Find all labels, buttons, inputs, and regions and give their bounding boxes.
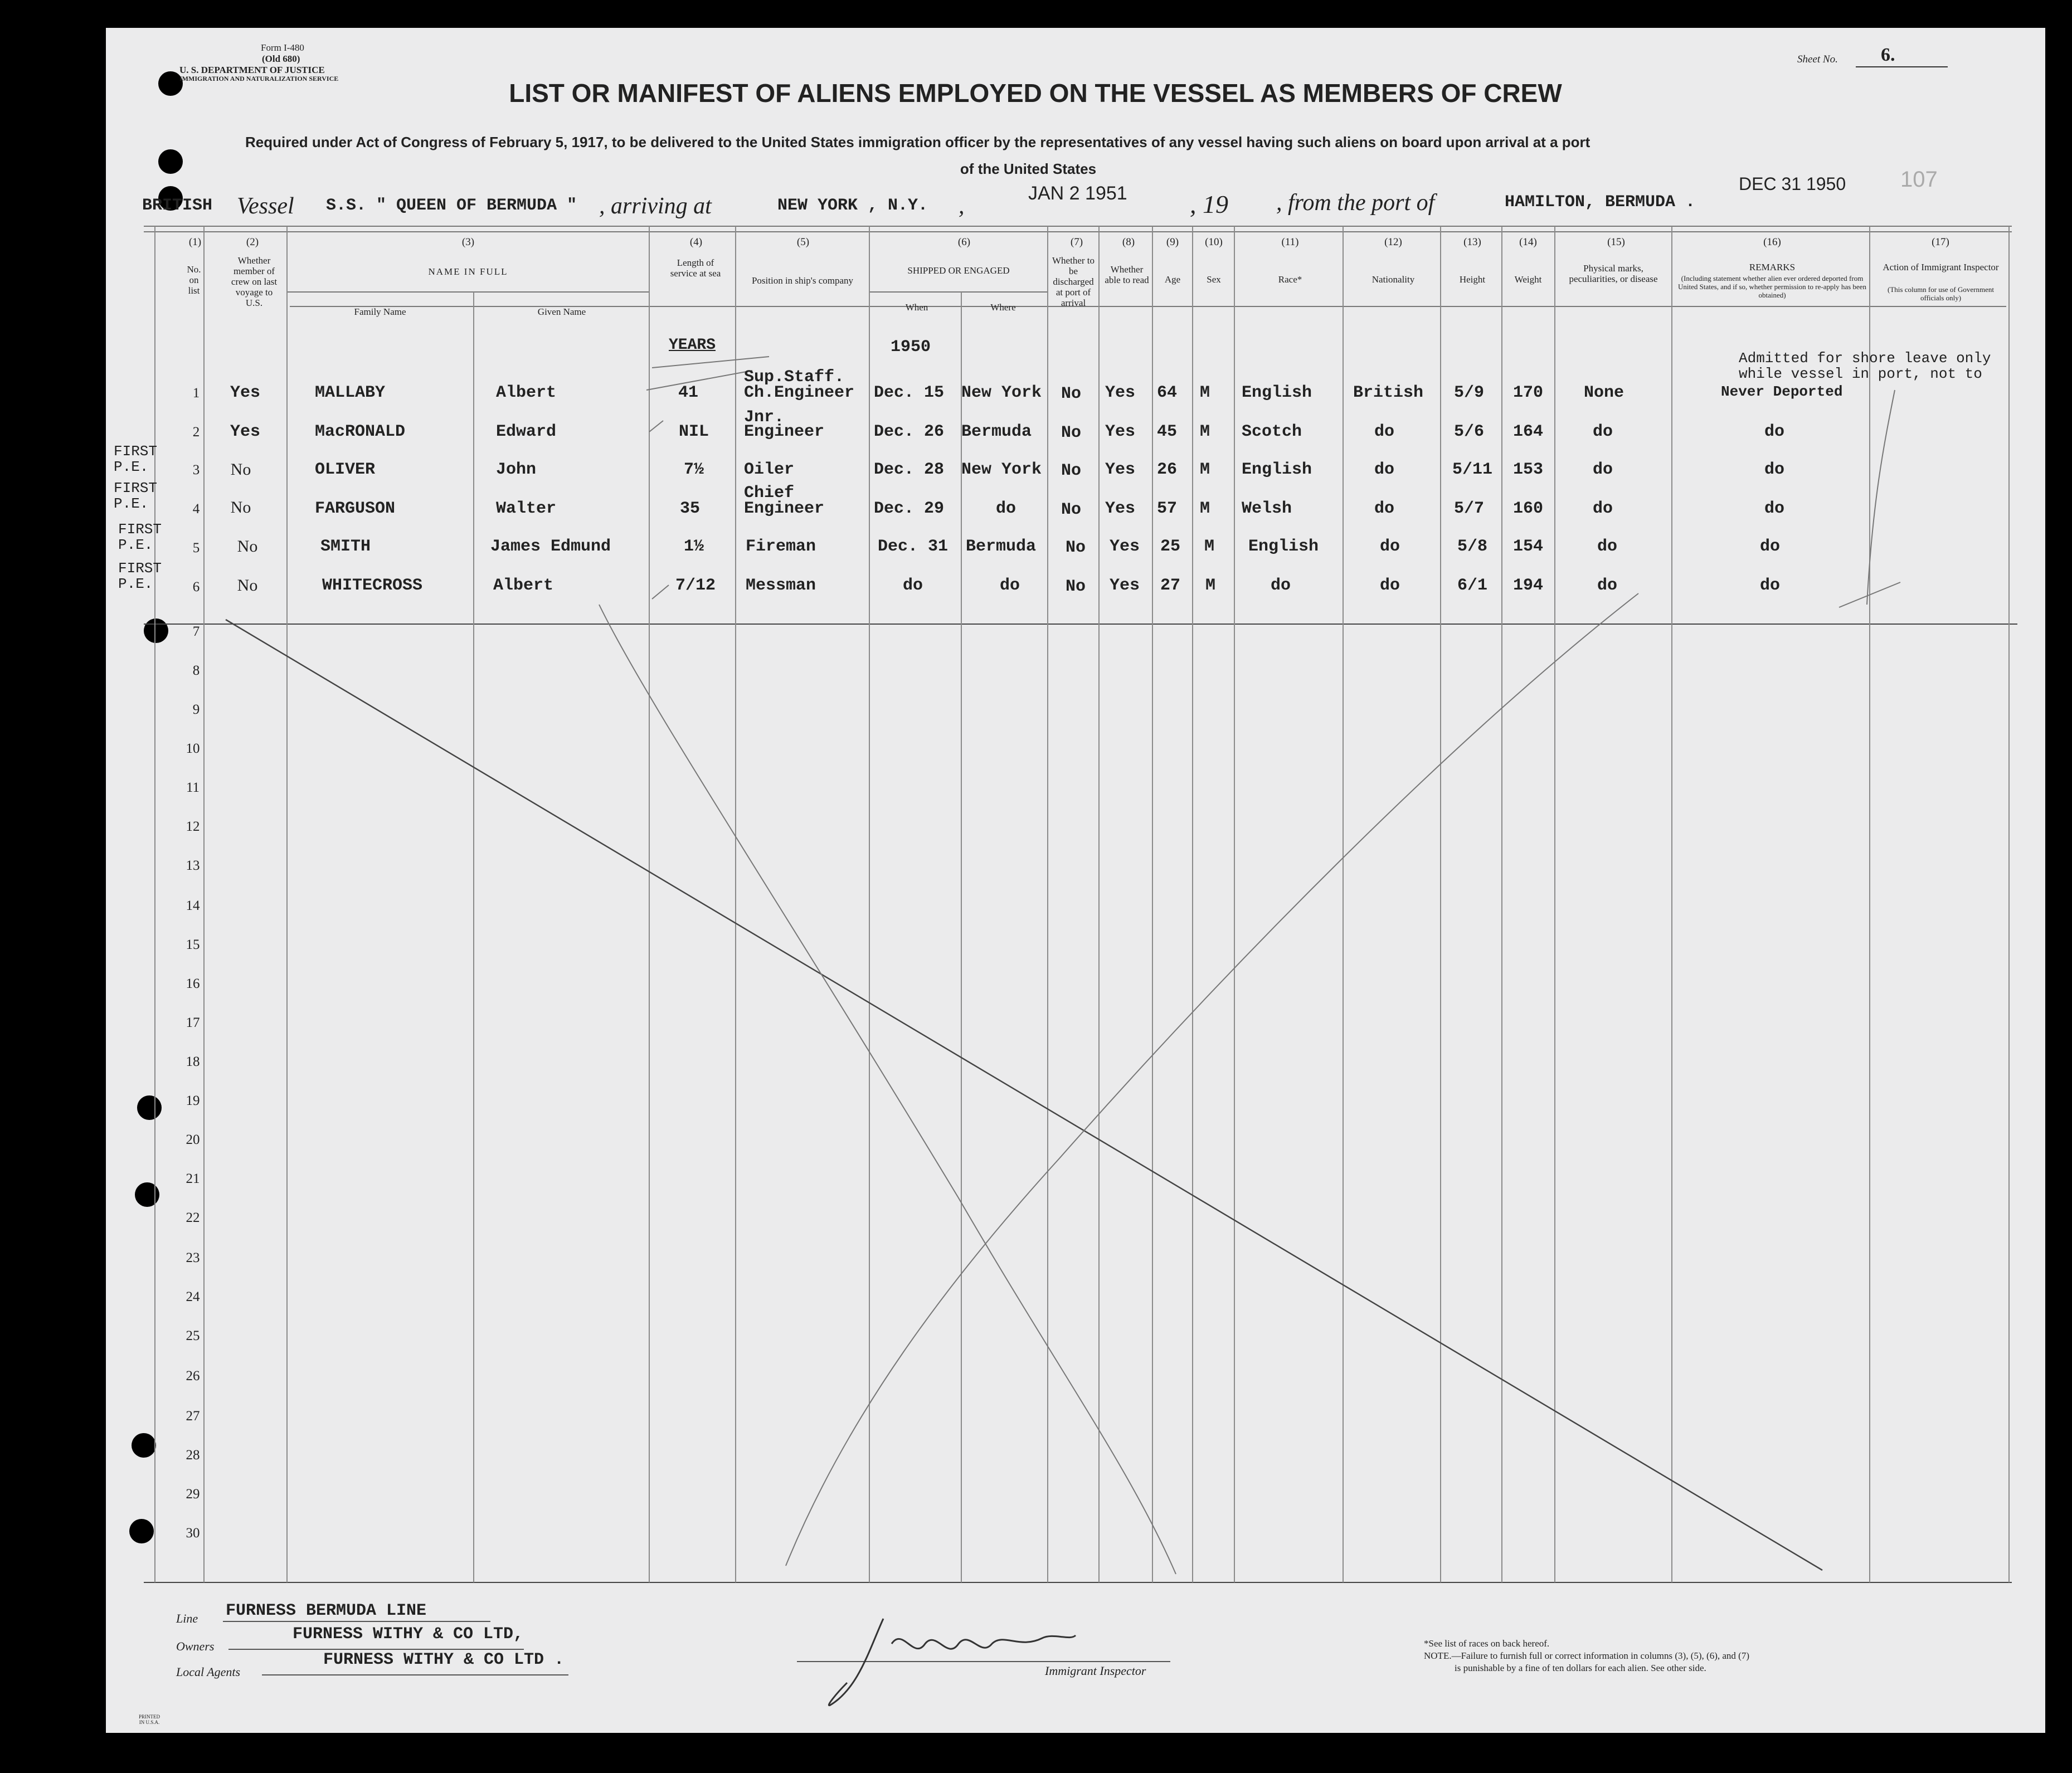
years-label: YEARS [669,337,716,354]
local-agents-label: Local Agents [176,1665,241,1679]
header-age: Age [1164,274,1181,285]
position-line1-cell: Jnr. [744,408,785,427]
read-cell: Yes [1105,499,1136,518]
vessel-label: Vessel [237,193,294,219]
arrival-comma: , [959,193,965,219]
read-cell: Yes [1109,576,1140,595]
read-cell: Yes [1105,422,1136,441]
race-cell: do [1270,576,1291,595]
when-cell: Dec. 26 [874,422,945,441]
service-cell: 7½ [683,460,704,479]
engaged-year: 1950 [891,338,931,357]
races-note: *See list of races on back hereof. [1424,1638,1550,1649]
header-list-no: No. on list [187,264,201,296]
where-cell: Bermuda [966,537,1037,556]
column-number: (9) [1166,236,1179,248]
header-inspector-action: Action of Immigrant Inspector [1883,262,1999,272]
position-cell: Ch.Engineer [744,383,855,402]
departure-port: HAMILTON, BERMUDA . [1505,193,1696,212]
row-number: 16 [186,976,200,991]
column-number: (17) [1932,236,1949,248]
when-cell: do [902,576,923,595]
arrival-port: NEW YORK , N.Y. [777,196,928,215]
remarks-cell: do [1764,422,1785,441]
row-number: 22 [186,1210,200,1225]
department: U. S. DEPARTMENT OF JUSTICE [179,65,325,75]
discharged-cell: No [1061,423,1082,442]
family-name-cell: MacRONALD [315,422,406,441]
age-cell: 27 [1160,576,1181,595]
nationality-cell: do [1379,537,1400,556]
line-label: Line [176,1611,198,1625]
column-number: (2) [246,236,259,248]
column-number: (7) [1070,236,1083,248]
last-voyage-cell: Yes [230,383,261,402]
last-voyage-cell: No [230,498,251,517]
weight-cell: 194 [1512,576,1544,595]
race-cell: English [1242,383,1312,402]
inspector-label: Immigrant Inspector [1045,1664,1146,1678]
from-port-label: , from the port of [1276,190,1435,216]
last-voyage-cell: No [237,537,258,556]
owners-label: Owners [176,1639,215,1653]
first-pe-note: FIRST P.E. [114,480,158,512]
height-cell: 5/6 [1453,422,1485,441]
when-cell: Dec. 29 [874,499,945,518]
where-cell: Bermuda [961,422,1032,441]
service-name: IMMIGRATION AND NATURALIZATION SERVICE [179,75,339,82]
family-name-cell: FARGUSON [315,499,396,518]
row-number: 27 [186,1409,200,1424]
form-old-number: (Old 680) [262,53,300,64]
position-cell: Engineer [744,499,825,518]
position-line1-cell: Sup.Staff. [744,368,845,387]
owners: FURNESS WITHY & CO LTD, [293,1625,524,1644]
given-name-cell: Albert [493,576,554,595]
given-name-cell: John [496,460,537,479]
discharged-cell: No [1065,577,1086,596]
vessel-nationality: BRITISH [142,196,213,215]
given-name-cell: Edward [496,422,557,441]
header-inspector-note: (This column for use of Government officials only) [1888,285,1994,302]
row-number: 4 [192,501,200,517]
discharged-cell: No [1065,538,1086,557]
height-cell: 5/11 [1452,460,1493,479]
remarks-cell: do [1759,576,1781,595]
physical-marks-cell: None [1583,383,1624,402]
family-name-cell: WHITECROSS [322,576,423,595]
penalty-note-1: NOTE.—Failure to furnish full or correct information in columns (3), (5), (6), and (7) [1424,1650,1749,1661]
given-name-cell: Albert [496,383,557,402]
first-pe-note: FIRST P.E. [118,521,162,553]
local-agents: FURNESS WITHY & CO LTD . [323,1650,565,1669]
header-physical-marks: Physical marks, peculiarities, or disease [1569,263,1658,284]
header-last-voyage: Whether member of crew on last voyage to U.S. [231,255,278,308]
physical-marks-cell: do [1597,537,1618,556]
column-number: (13) [1463,236,1481,248]
row-number: 25 [186,1328,200,1343]
column-number: (10) [1205,236,1223,248]
header-name-in-full: NAME IN FULL [428,266,508,277]
service-cell: 41 [678,383,699,402]
service-cell: 35 [679,499,701,518]
vessel-name: S.S. " QUEEN OF BERMUDA " [326,196,577,215]
column-number: (8) [1122,236,1135,248]
discharged-cell: No [1061,461,1082,480]
row-number: 14 [186,898,200,913]
shore-leave-stamp: while vessel in port, not to [1739,366,1982,382]
sex-cell: M [1204,537,1215,556]
receipt-date-stamp: DEC 31 1950 [1739,174,1846,194]
given-name-cell: Walter [496,499,557,518]
receipt-number-stamp: 107 [1900,167,1938,192]
row-number: 15 [186,937,200,952]
header-when: When [905,302,928,313]
row-number: 7 [192,624,200,639]
header-position: Position in ship's company [751,275,854,286]
race-cell: English [1242,460,1312,479]
row-number: 26 [186,1368,200,1384]
service-cell: 1½ [683,537,704,556]
position-cell: Messman [746,576,816,595]
position-cell: Oiler [744,460,795,479]
row-number: 20 [186,1132,200,1147]
penalty-note-2: is punishable by a fine of ten dollars for each alien. See other side. [1455,1663,1706,1673]
header-weight: Weight [1514,274,1542,285]
sex-cell: M [1199,460,1210,479]
read-cell: Yes [1105,460,1136,479]
row-number: 11 [186,780,200,795]
row-number: 21 [186,1171,200,1186]
family-name-cell: SMITH [320,537,371,556]
when-cell: Dec. 28 [874,460,945,479]
service-cell: NIL [678,422,709,441]
row-number: 6 [192,579,200,595]
header-where: Where [990,302,1016,313]
read-cell: Yes [1105,383,1136,402]
discharged-cell: No [1061,500,1082,519]
physical-marks-cell: do [1592,422,1613,441]
header-length-of-service: Length of service at sea [670,257,721,279]
row-number: 18 [186,1054,200,1069]
last-voyage-cell: No [237,576,258,595]
column-number: (6) [957,236,971,248]
weight-cell: 160 [1512,499,1544,518]
height-cell: 5/8 [1457,537,1488,556]
remarks-cell: do [1764,499,1785,518]
age-cell: 45 [1156,422,1178,441]
sex-cell: M [1199,499,1210,518]
when-cell: Dec. 31 [878,537,949,556]
header-race: Race* [1278,274,1302,285]
row-number: 23 [186,1250,200,1265]
first-pe-note: FIRST P.E. [114,443,158,475]
arrival-date-stamp: JAN 2 1951 [1028,183,1127,204]
last-voyage-cell: Yes [230,422,261,441]
row-number: 29 [186,1487,200,1502]
header-remarks: REMARKS [1749,262,1796,272]
age-cell: 25 [1160,537,1181,556]
physical-marks-cell: do [1597,576,1618,595]
column-number: (14) [1519,236,1537,248]
remarks-cell: do [1759,537,1781,556]
family-name-cell: OLIVER [315,460,376,479]
column-number: (4) [689,236,703,248]
row-number: 9 [192,702,200,717]
column-number: (3) [461,236,475,248]
position-cell: Fireman [746,537,816,556]
header-sex: Sex [1207,274,1221,285]
when-cell: Dec. 15 [874,383,945,402]
weight-cell: 164 [1512,422,1544,441]
position-line1-cell: Chief [744,484,795,503]
column-number: (11) [1281,236,1299,248]
age-cell: 64 [1156,383,1178,402]
race-cell: Welsh [1242,499,1292,518]
service-cell: 7/12 [675,576,716,595]
row-number: 28 [186,1448,200,1463]
position-cell: Engineer [744,422,825,441]
weight-cell: 154 [1512,537,1544,556]
age-cell: 26 [1156,460,1178,479]
header-family-name: Family Name [354,306,406,317]
column-number: (1) [188,236,202,248]
height-cell: 5/9 [1453,383,1485,402]
last-voyage-cell: No [230,460,251,479]
header-able-to-read: Whether able to read [1105,264,1149,285]
nationality-cell: do [1379,576,1400,595]
row-number: 1 [192,386,200,401]
header-height: Height [1459,274,1486,285]
header-nationality: Nationality [1371,274,1415,285]
where-cell: do [995,499,1016,518]
form-number: Form I-480 [261,42,304,53]
race-cell: Scotch [1242,422,1302,441]
race-cell: English [1248,537,1319,556]
column-number: (16) [1763,236,1781,248]
shipping-line: FURNESS BERMUDA LINE [226,1601,427,1620]
subtitle-line2: of the United States [960,160,1097,177]
row-number: 24 [186,1289,200,1304]
age-cell: 57 [1156,499,1178,518]
page-title: LIST OR MANIFEST OF ALIENS EMPLOYED ON THE VESSEL AS MEMBERS OF CREW [509,79,1562,108]
shore-leave-stamp: Admitted for shore leave only [1739,350,1991,367]
header-discharged: Whether to be discharged at port of arrival [1052,255,1095,308]
physical-marks-cell: do [1592,499,1613,518]
row-number: 10 [186,741,200,756]
year-label: , 19 [1190,190,1228,218]
first-pe-note: FIRST P.E. [118,560,162,592]
read-cell: Yes [1109,537,1140,556]
where-cell: do [999,576,1020,595]
where-cell: New York [961,460,1042,479]
discharged-cell: No [1061,384,1082,403]
weight-cell: 153 [1512,460,1544,479]
sheet-number: 6. [1881,45,1895,65]
sheet-label: Sheet No. [1797,53,1838,65]
weight-cell: 170 [1512,383,1544,402]
nationality-cell: do [1374,422,1395,441]
sex-cell: M [1205,576,1216,595]
sex-cell: M [1199,422,1210,441]
row-number: 12 [186,819,200,834]
nationality-cell: do [1374,460,1395,479]
row-number: 2 [192,425,200,440]
remarks-cell: do [1764,460,1785,479]
header-given-name: Given Name [537,306,586,317]
nationality-cell: do [1374,499,1395,518]
row-number: 8 [192,663,200,678]
row-number: 13 [186,858,200,873]
height-cell: 5/7 [1453,499,1485,518]
given-name-cell: James Edmund [490,537,611,556]
row-number: 5 [192,540,200,556]
remarks-cell: Never Deported [1721,383,1843,400]
header-remarks-note: (Including statement whether alien ever ordered deported from United States, and if so, whether permission to re-apply has been obtained) [1678,274,1866,299]
row-number: 19 [186,1093,200,1108]
row-number: 17 [186,1015,200,1030]
height-cell: 6/1 [1457,576,1488,595]
physical-marks-cell: do [1592,460,1613,479]
subtitle-line1: Required under Act of Congress of February 5, 1917, to be delivered to the United States immigration officer by the representatives of any vessel having such aliens on board upon arrival at a port [245,134,1591,150]
family-name-cell: MALLABY [315,383,386,402]
arriving-label: , arriving at [599,193,712,219]
header-shipped-or-engaged: SHIPPED OR ENGAGED [907,265,1010,276]
sex-cell: M [1199,383,1210,402]
nationality-cell: British [1353,383,1424,402]
printed-mark: PRINTED IN U.S.A. [139,1714,160,1725]
column-number: (12) [1384,236,1402,248]
row-number: 30 [186,1526,200,1541]
where-cell: New York [961,383,1042,402]
column-number: (15) [1607,236,1625,248]
row-number: 3 [192,462,200,478]
column-number: (5) [796,236,810,248]
